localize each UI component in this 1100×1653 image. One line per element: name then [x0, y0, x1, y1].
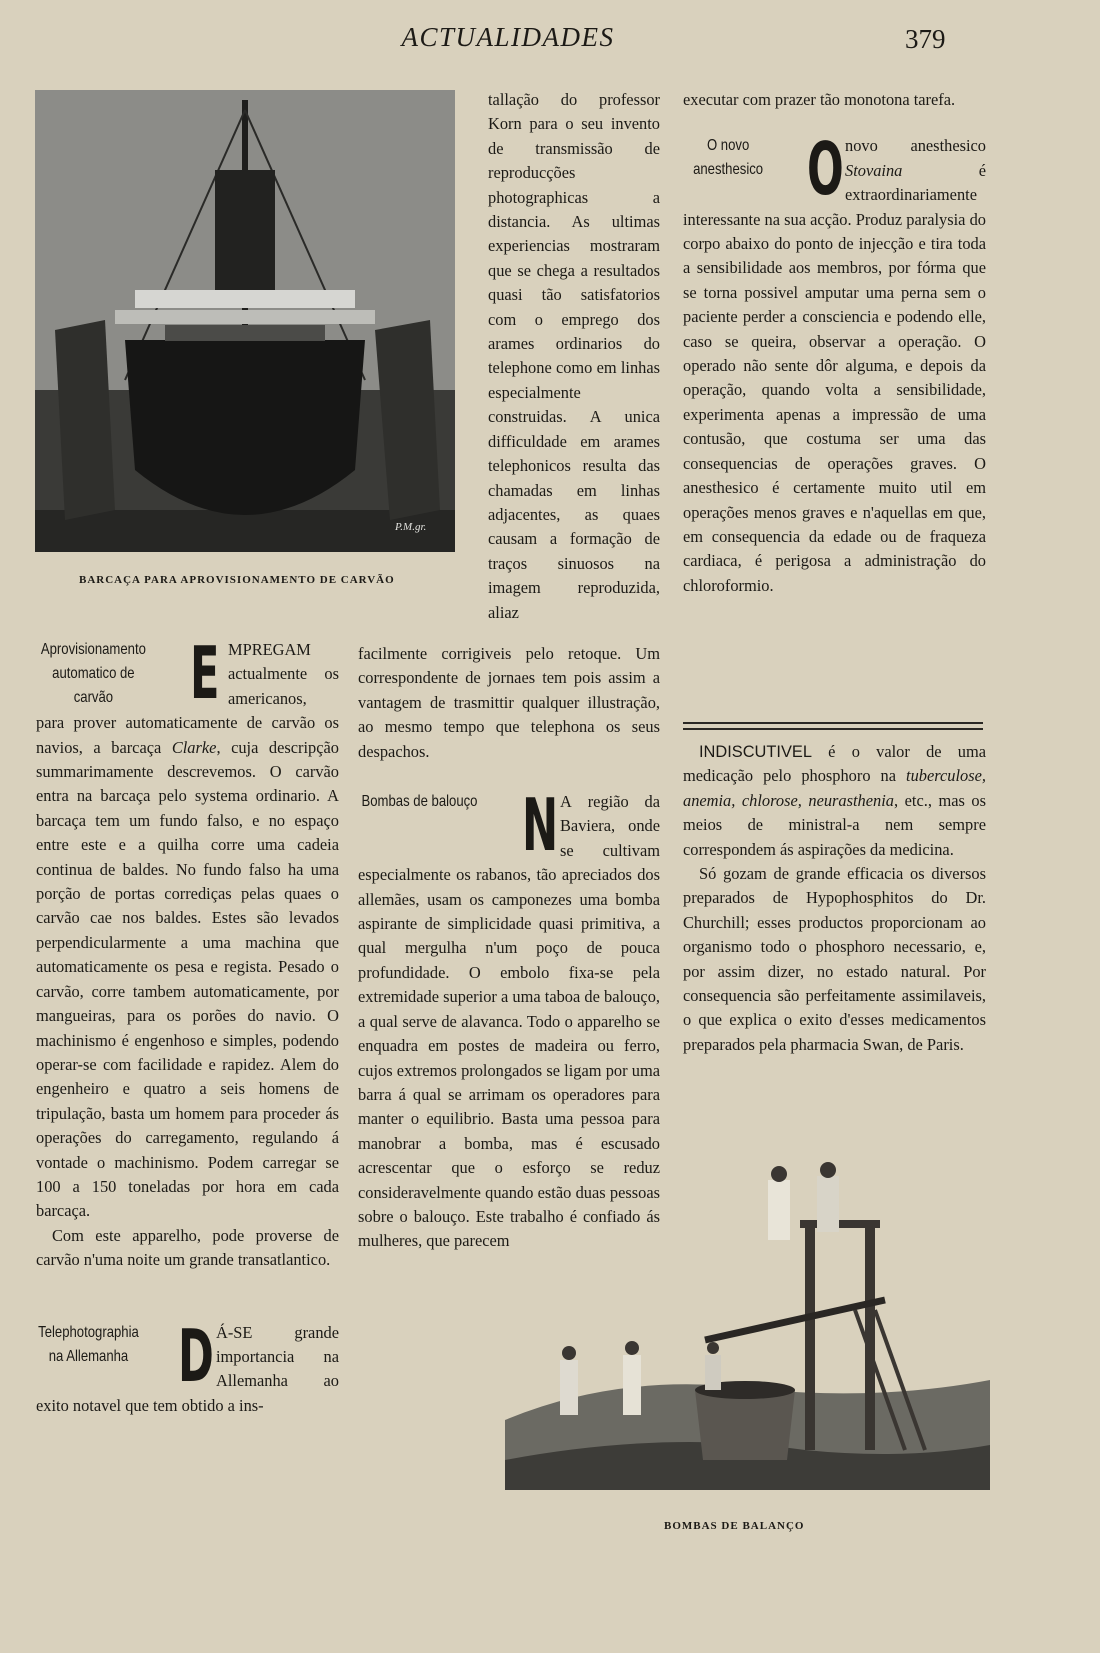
column-1-article: [36, 631, 339, 1418]
dropcap-e: E: [190, 631, 220, 715]
lead-word: Á-SE: [216, 1322, 253, 1342]
body-text: , etc., mas os meios de ministral-a nem sempre correspondem ás aspirações da medicina.: [683, 790, 986, 859]
body-text: , cuja descripção summarimamente descrevemos. O carvão entra na barcaça pelo systema ordinario. A barcaça tem um fundo falso, e no espaço entre este e a quilha corre uma cadeia continua de baldes. No fundo falso ha uma porção de portas corrediças pelas quaes o carvão cae nos baldes. Estes são levados perpendicularmente a uma machina que automaticamente os pesa e regista. Pesado o carvão, corre tambem automaticamente, por mangueiras, para os porões do navio. O machinismo é engenhoso e simples, podendo operar-se com facilidade e rapidez. Alem do engenheiro e quatro a seis homens de tripulação, basta um homem para proceder ás operações do carregamento, regulando á vontade o machinismo. Podem carregar se 100 a 150 toneladas por hora em cada barcaça.: [36, 737, 339, 1221]
pump-illustration: [505, 1160, 990, 1490]
section-divider: [683, 722, 983, 730]
dropcap-d: D: [178, 1313, 214, 1398]
body-text: grande importancia na Allemanha ao exito notavel que tem obtido a ins-: [36, 1322, 339, 1415]
dropcap-o: O: [807, 127, 844, 212]
body-text: facilmente corrigiveis pelo retoque. Um correspondente de jornaes tem pois assim a vantagem de trasmittir qualquer illustração, ao mesmo tempo que telephona os seus despachos.: [358, 644, 660, 761]
italic-name: Stovaina: [845, 160, 903, 180]
running-title: ACTUALIDADES: [401, 22, 615, 52]
ship-illustration: [35, 90, 455, 552]
column-3: [683, 88, 986, 598]
pump-scene: [505, 1160, 990, 1490]
paragraph: Só gozam de grande efficacia os diversos preparados de Hypophosphitos do Dr. Churchill; esses productos proporcionam ao organismo todo o phosphoro necessario, e, por assim dizer, no estado natural. Por consequencia são perfeitamente assimilaveis, o que explica o exito d'esses medicamentos preparados pela pharmacia Swan, de Paris.: [683, 864, 986, 1054]
italic-diseases: tuberculose, anemia, chlorose, neurasthenia: [683, 766, 986, 810]
italic-name: Clarke: [171, 737, 217, 757]
ship-caption: BARCAÇA PARA APROVISIONAMENTO DE CARVÃO: [79, 574, 395, 586]
ship-photograph: [35, 90, 455, 552]
body-text: tallação do professor Korn para o seu invento de transmissão de reproducções photographicas a distancia. As ultimas experiencias mostraram que se chega a resultados quasi tão satisfatorios com o emprego dos arames ordinarios do telephone como em linhas especialmente construidas. A unica difficuldade em arames telephonicos resulta das chamadas em linhas adjacentes, as quaes causam a formação de traços sinuosos na imagem reproduzida, aliaz: [488, 90, 660, 622]
body-text: é extraordinariamente interessante na sua acção. Produz paralysia do corpo abaixo do ponto de injecção e tira toda a sensibilidade aos membros, por fórma que se torna possivel amputar uma perna sem o paciente perder a consciencia e podendo elle, caso se queira, observar a operação. O operado não sente dôr alguma, e depois da operação, quando volta a sensibilidade, experimenta apenas a impressão de uma contusão, que costuma ser uma das consequencias de operações graves. O anesthesico é certamente muito util em operações menos graves e n'aquellas em que, em consequencia da edade ou de fraqueza cardiaca, é perigosa a administração do chloroformio.: [683, 160, 986, 595]
photo-signature: P.M.gr.: [395, 521, 427, 533]
lead-word: A: [560, 792, 572, 812]
sidehead-bombas: Bombas de balouço: [361, 793, 478, 811]
sidehead-aprovisionamento: Aprovisionamento automatico de carvão: [40, 641, 146, 706]
pump-caption: BOMBAS DE BALANÇO: [664, 1520, 805, 1532]
page-number: 379: [905, 24, 946, 54]
sidehead-telephotographia: Telephotographia na Allemanha: [38, 1323, 139, 1365]
paragraph: Com este apparelho, pode proverse de carvão n'uma noite um grande transatlantico.: [36, 1225, 339, 1270]
body-text: novo anesthesico: [845, 136, 986, 156]
column-3-advertisement: [683, 740, 986, 1057]
body-text: região da Baviera, onde se cultivam especialmente os rabanos, tão apreciados dos allemães, usam os camponezes uma bomba aspirante de simplicidade quasi primitiva, a qual mergulha n'um poço de pouca profundidade. O embolo fixa-se pela extremidade superior a uma taboa de balouço, a qual serve de alavanca. Todo o apparelho se enquadra em postes de madeira ou ferro, cujos extremos prolongados se ligam por uma barra á qual se arrimam os operadores para manter o equilibrio. Basta uma pessoa para manobrar a bomba, mas é escusado acrescentar que o esforço se reduz consideravelmente quando estão duas pessoas sobre o balouço. Este trabalho é confiado ás mulheres, que parecem: [358, 792, 660, 1251]
body-text: actualmente os americanos, para prover automaticamente de carvão os navios, a barcaça: [36, 664, 339, 757]
sidehead-anesthesico: O novo anesthesico: [693, 137, 764, 179]
ad-lead: INDISCUTIVEL: [699, 743, 812, 761]
lead-word: MPREGAM: [228, 640, 311, 659]
body-text: executar com prazer tão monotona tarefa.: [683, 90, 956, 109]
dropcap-n: N: [522, 783, 559, 868]
body-text: é o valor de uma medicação pelo phosphoro na: [683, 742, 986, 786]
column-2-upper: [488, 88, 660, 625]
